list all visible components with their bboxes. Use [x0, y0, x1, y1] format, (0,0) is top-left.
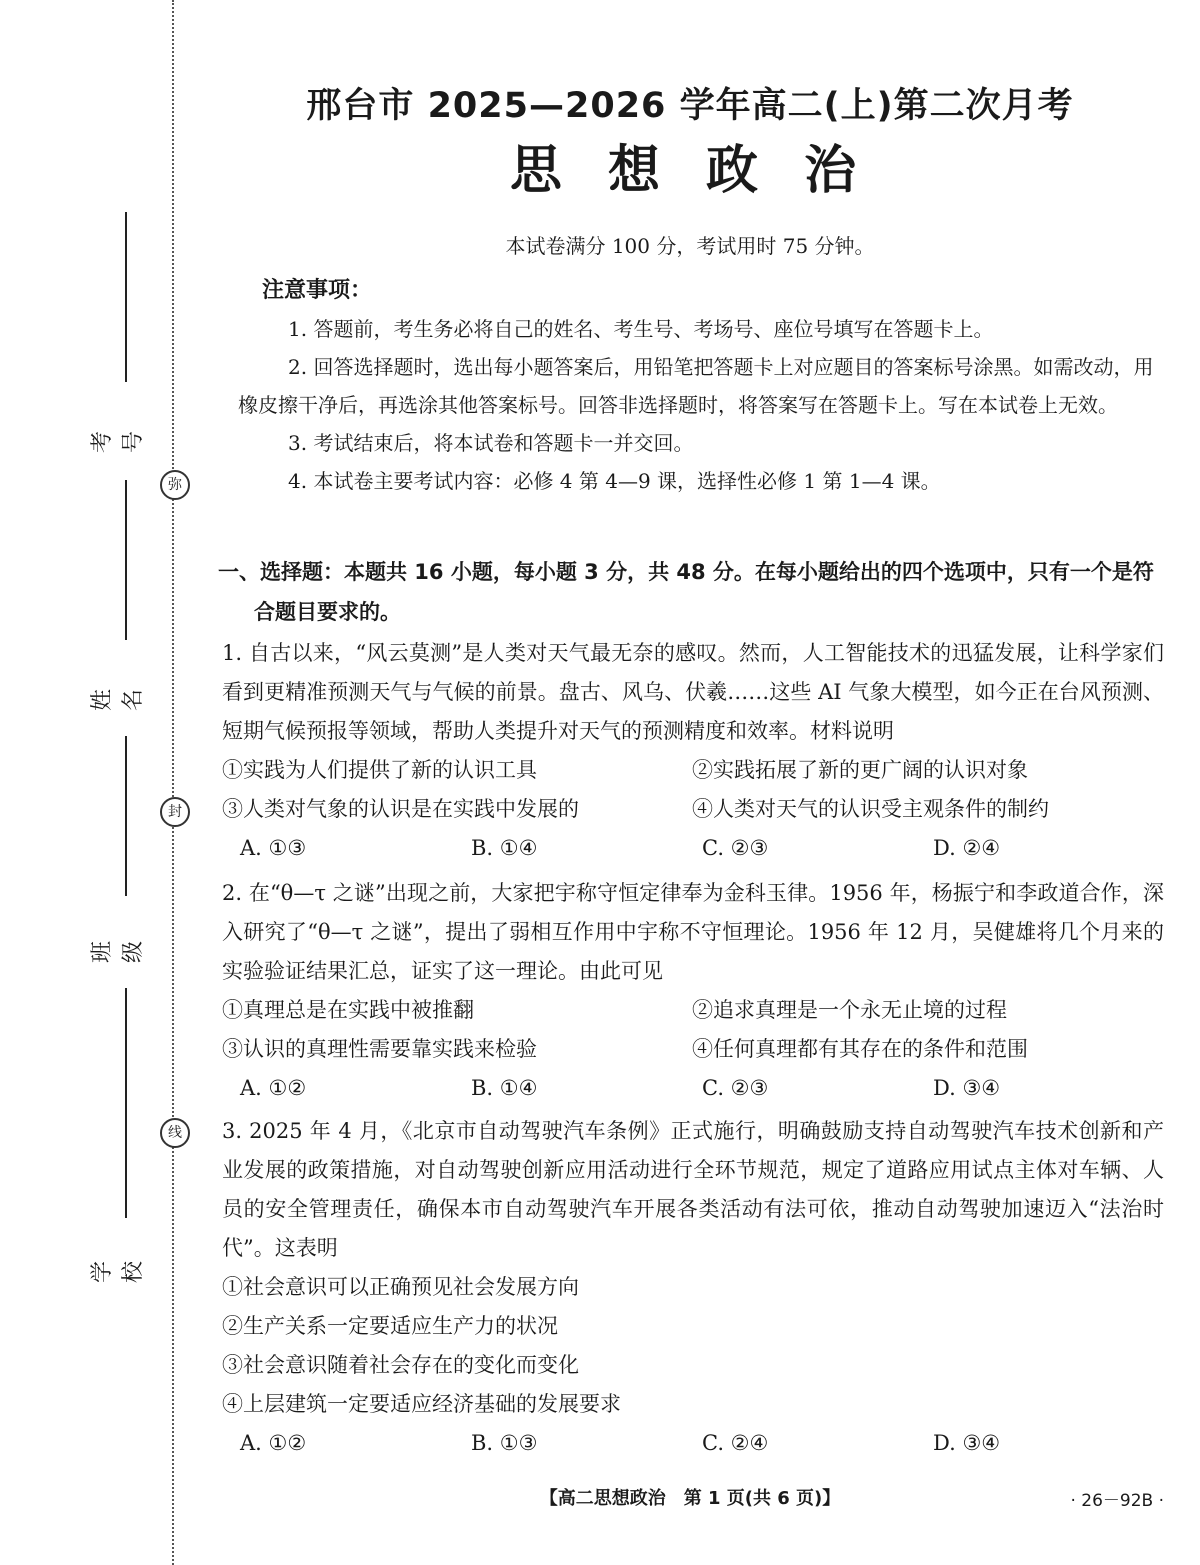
score-time-info: 本试卷满分 100 分，考试用时 75 分钟。: [505, 234, 875, 258]
answer-choice-d: D. ②④: [933, 836, 1001, 860]
seal-mark-mi: 弥: [160, 470, 190, 500]
name-label: 姓名: [90, 687, 146, 712]
option-item: ②追求真理是一个永无止境的过程: [692, 998, 1007, 1022]
notice-block: [238, 272, 1162, 500]
answer-choice-b: B. ①④: [471, 1076, 538, 1100]
option-item: ④任何真理都有其存在的条件和范围: [692, 1037, 1028, 1061]
option-item: ③社会意识随着社会存在的变化而变化: [222, 1353, 579, 1377]
option-item: ②实践拓展了新的更广阔的认识对象: [692, 758, 1028, 782]
exam-title: 邢台市 2025—2026 学年高二(上)第二次月考: [306, 86, 1074, 126]
subject-title: 思 想 政 治: [509, 141, 871, 201]
answer-choice-a: A. ①③: [240, 836, 307, 860]
option-item: ④人类对天气的认识受主观条件的制约: [692, 797, 1049, 821]
question-stem: 3. 2025 年 4 月，《北京市自动驾驶汽车条例》正式施行，明确鼓励支持自动驾驶汽车技术创新和产业发展的政策措施，对自动驾驶创新应用活动进行全环节规范，规定了道路应用试点主体对车辆、人员的安全管理责任，确保本市自动驾驶汽车开展各类活动有法可依，推动自动驾驶加速迈入“法治时代”。这表明: [222, 1119, 1164, 1260]
seal-mark-feng: 封: [160, 797, 190, 827]
school-rule: [125, 988, 127, 1218]
answer-choice-b: B. ①④: [471, 836, 538, 860]
answer-choice-d: D. ③④: [933, 1431, 1001, 1455]
section-heading-line1: 一、选择题：本题共 16 小题，每小题 3 分，共 48 分。在每小题给出的四个选项中，只有一个是符: [218, 560, 1154, 584]
notice-item: 2. 回答选择题时，选出每小题答案后，用铅笔把答题卡上对应题目的答案标号涂黑。如需改动，用橡皮擦干净后，再选涂其他答案标号。回答非选择题时，将答案写在答题卡上。写在本试卷上无效。: [238, 355, 1154, 417]
option-item: ④上层建筑一定要适应经济基础的发展要求: [222, 1392, 621, 1416]
class-label: 班级: [90, 939, 146, 964]
notice-item: 3. 考试结束后，将本试卷和答题卡一并交回。: [288, 431, 694, 455]
answer-choice-c: C. ②③: [702, 836, 769, 860]
exam-number-label: 考号: [90, 429, 146, 454]
page-footer: 【高二思想政治 第 1 页(共 6 页)】: [539, 1488, 841, 1509]
answer-choice-c: C. ②③: [702, 1076, 769, 1100]
answer-choice-a: A. ①②: [240, 1431, 307, 1455]
section-heading: [218, 552, 1168, 632]
binding-dotted-line: [172, 0, 174, 1565]
answer-choice-c: C. ②④: [702, 1431, 769, 1455]
class-rule: [125, 736, 127, 896]
notice-heading: 注意事项：: [262, 278, 373, 303]
question-1: [222, 634, 1164, 868]
school-label: 学校: [90, 1259, 146, 1284]
answer-choice-d: D. ③④: [933, 1076, 1001, 1100]
question-stem: 1. 自古以来，“风云莫测”是人类对天气最无奈的感叹。然而，人工智能技术的迅猛发展，让科学家们看到更精准预测天气与气候的前景。盘古、风乌、伏羲……这些 AI 气象大模型，如今正在台风预测、短期气候预报等领域，帮助人类提升对天气的预测精度和效率。材料说明: [222, 641, 1164, 743]
option-item: ①实践为人们提供了新的认识工具: [222, 758, 537, 782]
paper-code: · 26－92B ·: [1070, 1491, 1164, 1511]
option-item: ①真理总是在实践中被推翻: [222, 998, 474, 1022]
option-item: ②生产关系一定要适应生产力的状况: [222, 1314, 558, 1338]
option-item: ③人类对气象的认识是在实践中发展的: [222, 797, 579, 821]
question-stem: 2. 在“θ—τ 之谜”出现之前，大家把宇称守恒定律奉为金科玉律。1956 年，杨振宁和李政道合作，深入研究了“θ—τ 之谜”，提出了弱相互作用中宇称不守恒理论。1956 年 12 月，吴健雄将几个月来的实验验证结果汇总，证实了这一理论。由此可见: [222, 881, 1164, 983]
answer-choice-b: B. ①③: [471, 1431, 538, 1455]
question-3: [222, 1112, 1164, 1463]
option-item: ①社会意识可以正确预见社会发展方向: [222, 1275, 579, 1299]
option-item: ③认识的真理性需要靠实践来检验: [222, 1037, 537, 1061]
notice-item: 1. 答题前，考生务必将自己的姓名、考生号、考场号、座位号填写在答题卡上。: [288, 317, 994, 341]
answer-choice-a: A. ①②: [240, 1076, 307, 1100]
name-rule: [125, 480, 127, 640]
exam-number-rule: [125, 212, 127, 382]
seal-mark-xian: 线: [160, 1118, 190, 1148]
section-heading-line2: 合题目要求的。: [254, 600, 401, 624]
notice-item: 4. 本试卷主要考试内容：必修 4 第 4—9 课，选择性必修 1 第 1—4 课。: [288, 469, 941, 493]
question-2: [222, 874, 1164, 1108]
